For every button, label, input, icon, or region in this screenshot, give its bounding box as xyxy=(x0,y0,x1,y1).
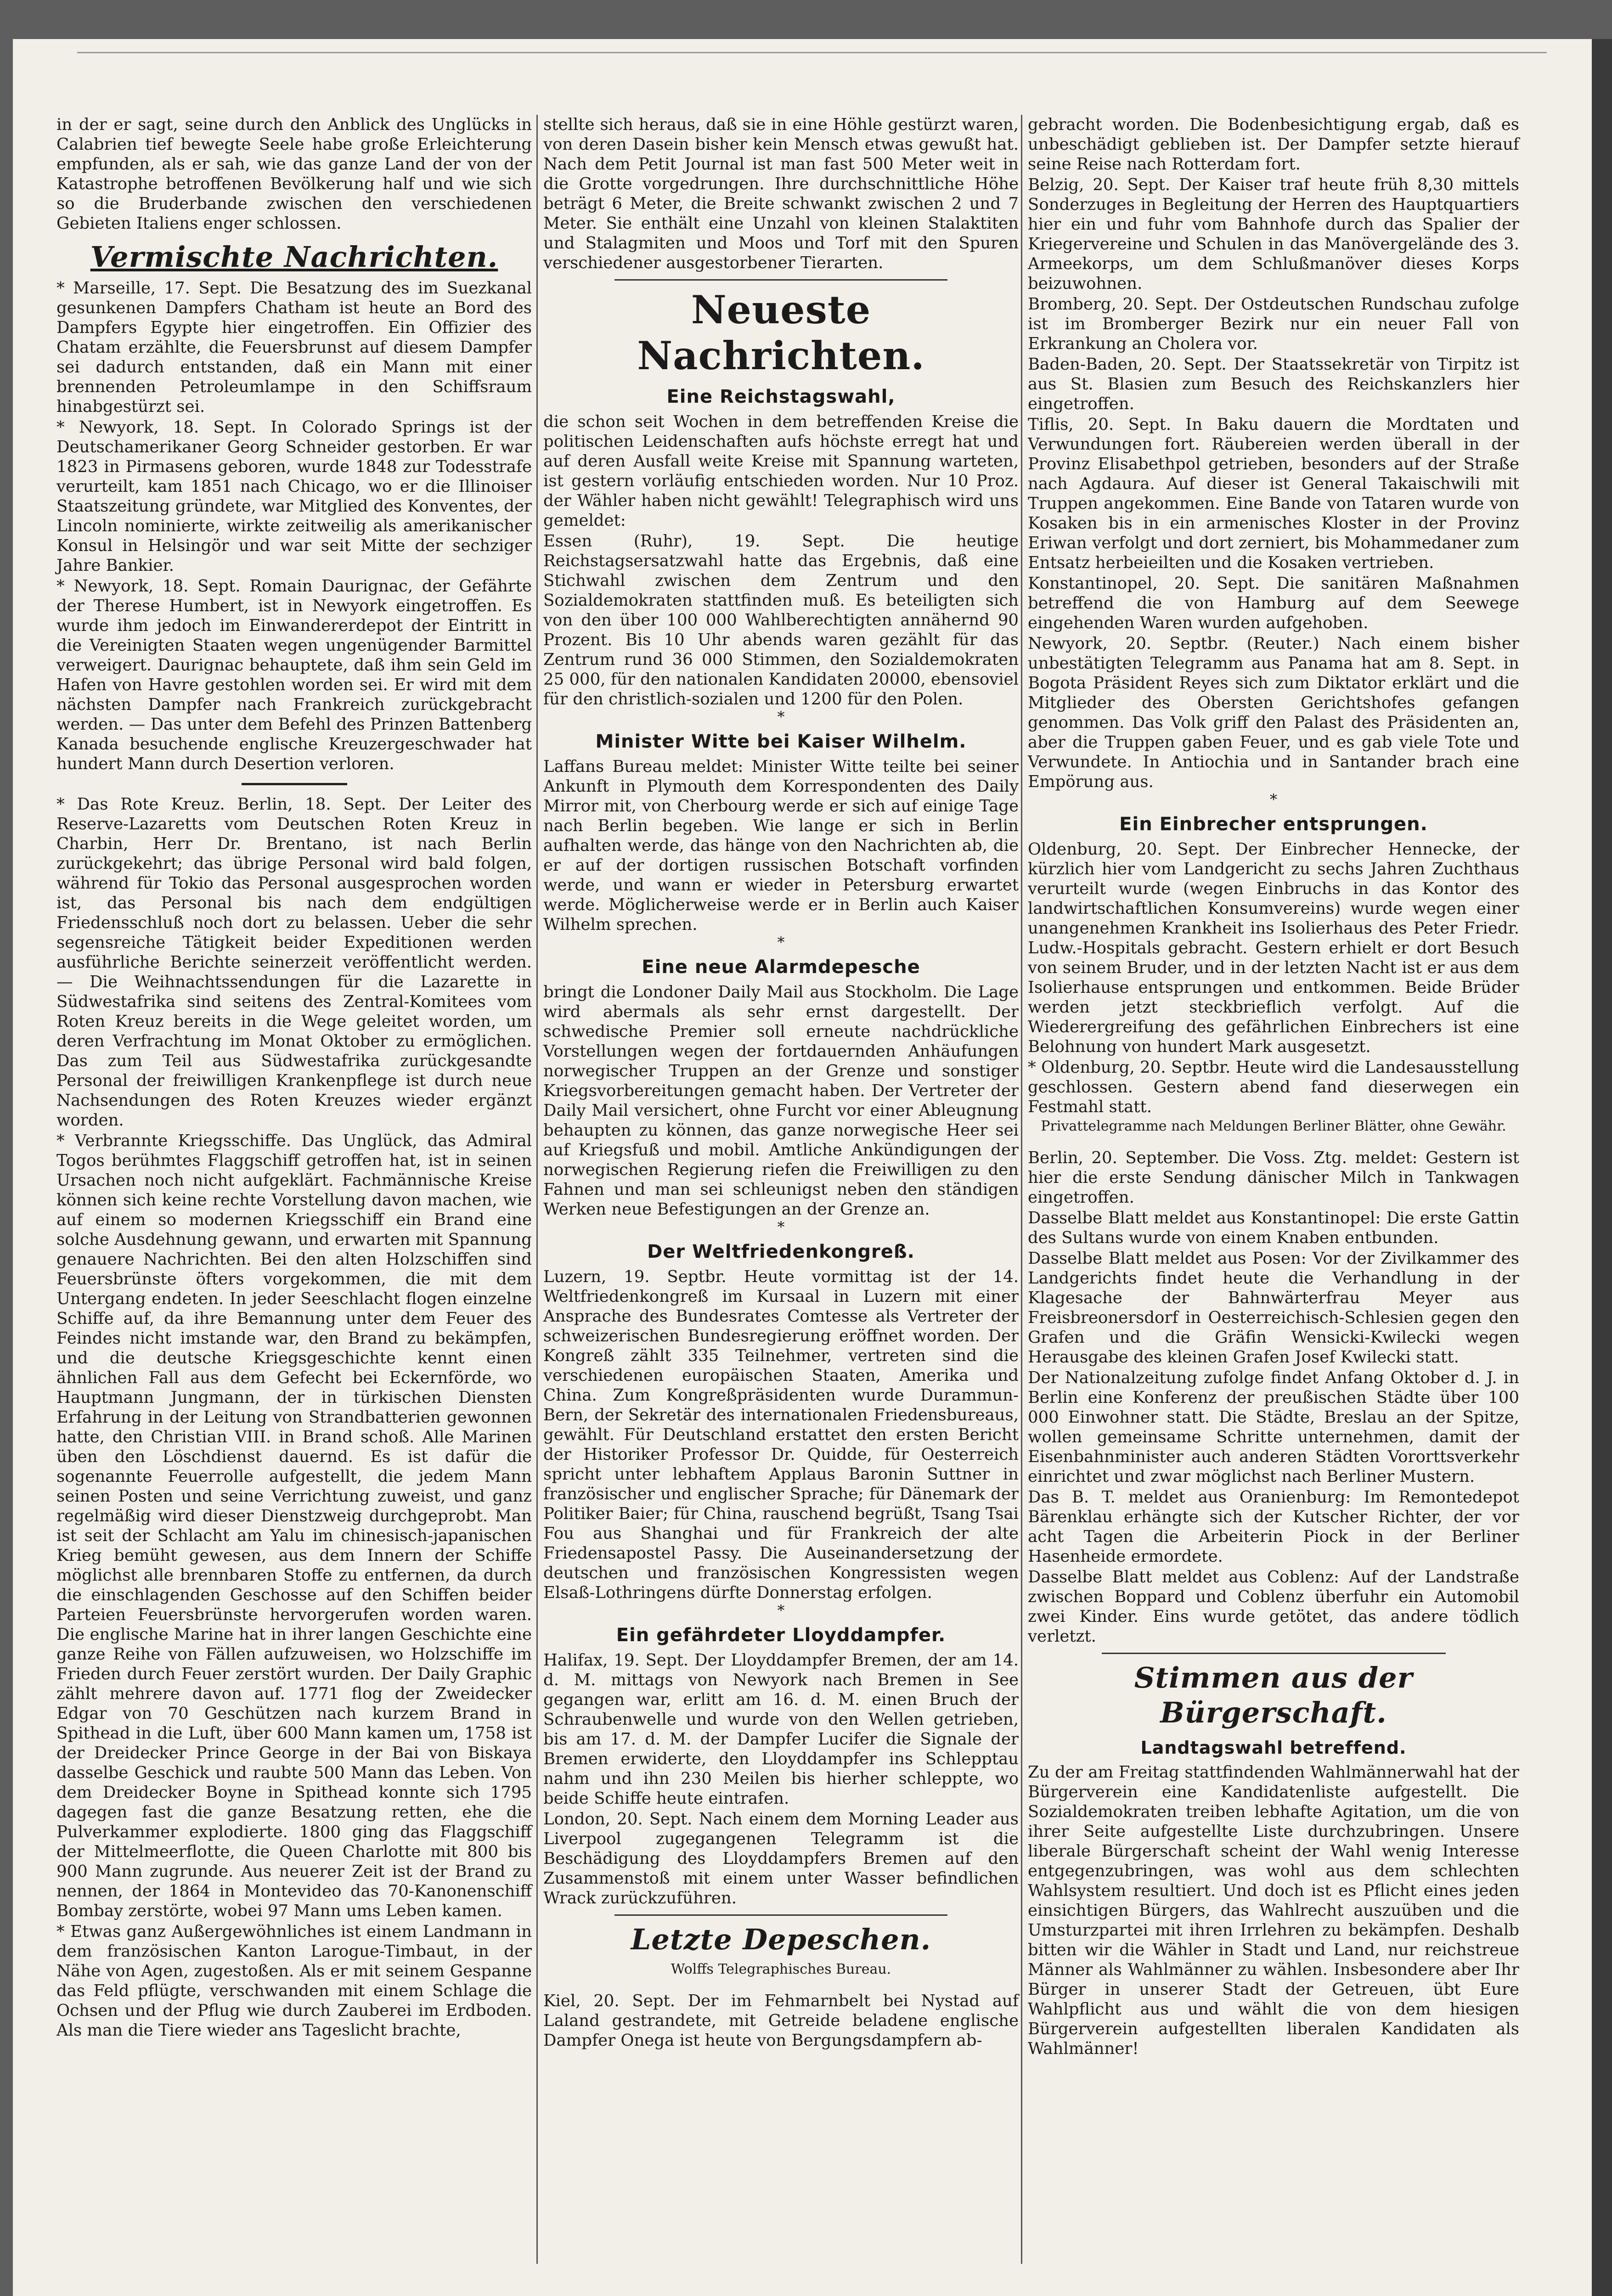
article-baden-baden: Baden-Baden, 20. Sept. Der Staatssekretär von Tirpitz ist aus St. Blasien zum Besuch des Reichskanzlers hier eingetroffen. xyxy=(1028,355,1519,413)
column-2 xyxy=(543,115,1019,2051)
column-3 xyxy=(1028,115,1519,2060)
article-oranienburg: Das B. T. meldet aus Oranienburg: Im Remontedepot Bärenklau erhängte sich der Kutscher Richter, der vor acht Tagen die Arbeiterin Piock in der Berliner Hasenheide ermordete. xyxy=(1028,1488,1519,1566)
headline-landtagswahl: Landtagswahl betreffend. xyxy=(1140,1738,1407,1758)
headline-witte: Minister Witte bei Kaiser Wilhelm. xyxy=(595,731,967,752)
column-rule-2 xyxy=(1021,115,1022,2264)
article-kiel: Kiel, 20. Sept. Der im Fehmarnbelt bei Nystad auf Laland gestrandete, mit Getreide beladene englische Dampfer Onega ist heute von Bergungsdampfern ab- xyxy=(543,1992,1019,2050)
section-heading-buergerschaft: Stimmen aus der Bürgerschaft. xyxy=(1134,1661,1413,1729)
separator-star: * xyxy=(1270,791,1277,808)
article-luzern: Luzern, 19. Septbr. Heute vormittag ist der 14. Weltfriedenkongreß im Kursaal in Luzern mit einer Ansprache des Bundesrates Comtesse als Vertreter der schweizerischen Bundesregierung eröffnet worden. Der Kongreß zählt 335 Teilnehmer, vertreten sind die verschiedenen europäischen Staaten, Amerika und China. Zum Kongreßpräsidenten wurde Durammun-Bern, der Sekretär des internationalen Friedensbureaus, gewählt. Für Deutschland erstattet den ersten Bericht der Historiker Professor Dr. Quidde, für Oesterreich spricht unter lebhaftem Applaus Baronin Suttner in französischer und englischer Sprache; für Dänemark der Politiker Baier; für China, rauschend begrüßt, Tsang Tsai Fou aus Shanghai und für Frankreich der alte Friedensapostel Passy. Die Auseinandersetzung der deutschen und französischen Kongressisten wegen Elsaß-Lothringens dürfte Donnerstag erfolgen. xyxy=(543,1267,1019,1602)
article-nationalzeitung: Der Nationalzeitung zufolge findet Anfang Oktober d. J. in Berlin eine Konferenz der preußischen Städte über 100 000 Einwohner statt. Die Städte, Breslau an der Spitze, wollen gemeinsame Schritte unternehmen, damit der Eisenbahnminister auch anderen Städten Vororttsverkehr einrichtet und zwar möglichst nach Berliner Mustern. xyxy=(1028,1368,1519,1486)
article-kriegsschiffe: * Verbrannte Kriegsschiffe. Das Unglück, das Admiral Togos berühmtes Flaggschiff getroffen hat, ist in seinen Ursachen noch nicht aufgeklärt. Fachmännische Kreise können sich keine rechte Vorstellung davon machen, wie auf einem so modernen Kriegsschiff ein Brand eine solche Ausdehnung gewann, und erwarten mit Spannung genauere Nachrichten. Bei den alten Holzschiffen sind Feuersbrünste öfters vorgekommen, die mit dem Untergang endeten. In jeder Seeschlacht flogen einzelne Schiffe auf, da ihre Bemannung unter dem Feuer des Feindes nicht imstande war, den Brand zu bekämpfen, und die deutsche Kriegsgeschichte kennt einen ähnlichen Fall aus dem Gefecht bei Eckernförde, wo Hauptmann Jungmann, der in türkischen Diensten Erfahrung in der Leitung von Strandbatterien gewonnen hatte, den Christian VIII. in Brand schoß. Alle Marinen üben den Löschdienst dauernd. Es ist dafür die sogenannte Feuerrolle aufgestellt, die jedem Mann seinen Posten und seine Verrichtung zuweist, und ganz regelmäßig wird dieser Dienstzweig durchgeprobt. Man ist seit der Schlacht am Yalu im chinesisch-japanischen Krieg bemüht gewesen, aus dem Innern der Schiffe möglichst alle brennbaren Stoffe zu entfernen, da durch die einschlagenden Geschosse auf den Schiffen beider Parteien Feuersbrünste hervorgerufen worden waren. Die englische Marine hat in ihrer langen Geschichte eine ganze Reihe von Fällen aufzuweisen, wo Holzschiffe im Frieden durch Feuer zerstört wurden. Der Daily Graphic zählt mehrere davon auf. 1771 flog der Zweidecker Edgar von 70 Geschützen nach kurzem Brand in Spithead in die Luft, über 600 Mann kamen um, 1758 ist der Dreidecker Prince George in der Bai von Biskaya dasselbe Geschick und raubte 500 Mann das Leben. Von dem Dreidecker Boyne in Spithead konnte sich 1795 dagegen fast die ganze Besatzung retten, ehe die Pulverkammer explodierte. 1800 ging das Flaggschiff der Mittelmeerflotte, die Queen Charlotte mit 800 bis 900 Mann zugrunde. Aus neuerer Zeit ist der Brand zu nennen, der 1864 in Montevideo das 70-Kanonenschiff Bombay zerstörte, wobei 97 Mann ums Leben kamen. xyxy=(56,1131,532,1920)
article-bromberg: Bromberg, 20. Sept. Der Ostdeutschen Rundschau zufolge ist im Bromberger Bezirk nur ein neuer Fall von Erkrankung an Cholera vor. xyxy=(1028,295,1519,353)
section-heading-neueste: Neueste Nachrichten. xyxy=(637,287,925,378)
article-witte: Laffans Bureau meldet: Minister Witte teilte bei seiner Ankunft in Plymouth dem Korrespondenten des Daily Mirror mit, von Cherbourg werde er sich auf einige Tage nach Berlin begeben. Wie lange er sich in Berlin aufhalten werde, das hänge von den Nachrichten ab, die er auf der dortigen russischen Botschaft vorfinden werde, und wann er wieder in Petersburg erwartet werde. Möglicherweise werde er in Berlin auch Kaiser Wilhelm sprechen. xyxy=(543,757,1019,934)
separator-star: * xyxy=(777,708,785,726)
article-essen: Essen (Ruhr), 19. Sept. Die heutige Reichstagsersatzwahl hatte das Ergebnis, daß eine Stichwahl zwischen dem Zentrum und den Sozialdemokraten stattfinden muß. Es beteiligten sich von den über 100 000 Wahlberechtigten annähernd 90 Prozent. Bis 10 Uhr abends waren gezählt für das Zentrum rund 36 000 Stimmen, den Sozialdemokraten 25 000, für den nationalen Kandidaten 20000, ebensoviel für den christlich-sozialen und 1200 für den Polen. xyxy=(543,532,1019,709)
article-coblenz: Dasselbe Blatt meldet aus Coblenz: Auf der Landstraße zwischen Boppard und Coblenz überfuhr ein Automobil zwei Kinder. Eins wurde getötet, das andere tödlich verletzt. xyxy=(1028,1568,1519,1646)
divider xyxy=(614,279,947,281)
section-heading-vermischte: Vermischte Nachrichten. xyxy=(90,240,498,274)
column-rule-1 xyxy=(536,115,538,2264)
article-oldenburg-1: Oldenburg, 20. Sept. Der Einbrecher Hennecke, der kürzlich hier vom Landgericht zu sechs Jahren Zuchthaus verurteilt wurde (wegen Einbruchs in das Kontor des landwirtschaftlichen Konsumvereins) wurde wegen einer unangenehmen Krankheit ins Isolierhaus des Peter Friedr. Ludw.-Hospitals gebracht. Gestern erhielt er dort Besuch von seinem Bruder, und in der letzten Nacht ist er aus dem Isolierhause entsprungen und entkommen. Beide Brüder werden jetzt steckbrieflich verfolgt. Auf die Wiederergreifung des gefährlichen Einbrechers ist eine Belohnung von hundert Mark ausgesetzt. xyxy=(1028,840,1519,1056)
article-london: London, 20. Sept. Nach einem dem Morning Leader aus Liverpool zugegangenen Telegramm ist die Beschädigung des Lloyddampfers Bremen auf den Zusammenstoß mit einem unter Wasser befindlichen Wrack zurückzuführen. xyxy=(543,1810,1019,1908)
article-tiflis: Tiflis, 20. Sept. In Baku dauern die Mordtaten und Verwundungen fort. Räubereien werden überall in der Provinz Elisabethpol getrieben, besonders auf der Straße nach Agdaura. Auf dieser ist General Takaischwili mit Truppen angekommen. Eine Bande von Tataren wurde von Kosaken bis in ein armenisches Kloster in der Provinz Eriwan verfolgt und dort zerniert, bis Mohammedaner zum Entsatz herbeieilten und die Kosaken vertrieben. xyxy=(1028,415,1519,572)
headline-lloyddampfer: Ein gefährdeter Lloyddampfer. xyxy=(616,1625,946,1646)
divider xyxy=(242,783,347,785)
separator-star: * xyxy=(777,1602,785,1619)
article-landtagswahl: Zu der am Freitag stattfindenden Wahlmännerwahl hat der Bürgerverein eine Kandidatenliste aufgestellt. Die Sozialdemokraten treiben lebhafte Agitation, um die von ihrer Seite aufgestellte Liste durchzubringen. Unsere liberale Bürgerschaft scheint der Wahl wenig Interesse entgegenzubringen, was wohl aus dem schlechten Wahlsystem resultiert. Und doch ist es Pflicht eines jeden einsichtigen Bürgers, das Wahlrecht auszuüben und die Umsturzpartei mit ihren Irrlehren zu bekämpfen. Deshalb bitten wir die Wähler in Stadt und Land, nur reichstreue Männer als Wahlmänner zu wählen. Insbesondere aber Ihr Bürger in unserer Stadt der Getreuen, übt Eure Wahlpflicht aus und wählt die von dem hiesigen Bürgerverein aufgestellten liberalen Kandidaten als Wahlmänner! xyxy=(1028,1763,1519,2058)
article-aussergewoehnlich: * Etwas ganz Außergewöhnliches ist einem Landmann in dem französischen Kanton Larogue-Timbaut, in der Nähe von Agen, zugestoßen. Als er mit seinem Gespanne das Feld pflügte, verschwanden mit einem Schlage die Ochsen und der Pflug wie durch Zauberei im Erdboden. Als man die Tiere wieder ans Tageslicht brachte, xyxy=(56,1922,532,2040)
divider xyxy=(1102,1653,1446,1654)
top-rule xyxy=(77,52,1547,53)
article-konstantinopel: Konstantinopel, 20. Sept. Die sanitären Maßnahmen betreffend die von Hamburg auf dem Seewege eingehenden Waren wurden aufgehoben. xyxy=(1028,574,1519,632)
source-line-privattelegramme: Privattelegramme nach Meldungen Berliner Blätter, ohne Gewähr. xyxy=(1041,1118,1506,1134)
separator-star: * xyxy=(777,1218,785,1236)
article-belzig: Belzig, 20. Sept. Der Kaiser traf heute früh 8,30 mittels Sonderzuges in Begleitung der Herren des Hauptquartiers hier ein und fuhr vom Bahnhofe durch das Spalier der Kriegervereine und Schulen in das Manövergelände des 3. Armeekorps, um dem Schlußmanöver dieses Korps beizuwohnen. xyxy=(1028,175,1519,293)
newspaper-page xyxy=(13,39,1592,2296)
article-sultan: Dasselbe Blatt meldet aus Konstantinopel: Die erste Gattin des Sultans wurde von einem Knaben entbunden. xyxy=(1028,1209,1519,1247)
article-newyork-1: * Newyork, 18. Sept. In Colorado Springs ist der Deutschamerikaner Georg Schneider gestorben. Er war 1823 in Pirmasens geboren, wurde 1848 zur Todesstrafe verurteilt, kam 1851 nach Chicago, wo er die Illinoiser Staatszeitung gründete, war Mitglied des Konventes, der Lincoln nominierte, wirkte zeitweilig als amerikanischer Konsul in Helsingör und war seit Mitte der sechziger Jahre Bankier. xyxy=(56,418,532,575)
source-line-wolff: Wolffs Telegraphisches Bureau. xyxy=(671,1961,891,1977)
article-reichstagswahl-intro: die schon seit Wochen in dem betreffenden Kreise die politischen Leidenschaften aufs höchste erregt hat und auf deren Ausfall weite Kreise mit Spannung warteten, ist gestern vorläufig entschieden worden. Nur 10 Proz. der Wähler haben nicht gewählt! Telegraphisch wird uns gemeldet: xyxy=(543,412,1019,530)
headline-alarmdepesche: Eine neue Alarmdepesche xyxy=(642,957,920,978)
article-rotes-kreuz: * Das Rote Kreuz. Berlin, 18. Sept. Der Leiter des Reserve-Lazaretts vom Deutschen Roten Kreuz in Charbin, Herr Dr. Brentano, ist nach Berlin zurückgekehrt; das übrige Personal wird bald folgen, während für Tokio das Personal ausgesprochen worden ist, das Personal bis nach dem endgültigen Friedensschluß noch dort zu belassen. Ueber die sehr segensreiche Tätigkeit beider Expeditionen werden ausführliche Berichte seinerzeit veröffentlicht werden. — Die Weihnachtssendungen für die Lazarette in Südwestafrika sind seitens des Zentral-Komitees vom Roten Kreuz bereits in die Wege geleitet worden, um deren Verfrachtung im Monat Oktober zu ermöglichen. Das zum Teil aus Südwestafrika zurückgesandte Personal der freiwilligen Krankenpflege ist durch neue Nachsendungen des Roten Kreuzes wieder ergänzt worden. xyxy=(56,795,532,1130)
headline-reichstagswahl: Eine Reichstagswahl, xyxy=(666,386,896,407)
article-newyork-2: * Newyork, 18. Sept. Romain Daurignac, der Gefährte der Therese Humbert, ist in Newyork eingetroffen. Es wurde ihm jedoch im Einwandererdepot der Eintritt in die Vereinigten Staaten wegen ungenügender Barmittel verweigert. Daurignac behauptete, daß ihm sein Geld im Hafen von Havre gestohlen worden sei. Er wird mit dem nächsten Dampfer nach Frankreich zurückgebracht werden. — Das unter dem Befehl des Prinzen Battenberg Kanada besuchende englische Kreuzergeschwader hat hundert Mann durch Desertion verloren. xyxy=(56,577,532,773)
article-continuation: in der er sagt, seine durch den Anblick des Unglücks in Calabrien tief bewegte Seele habe große Erleichterung empfunden, als er sah, wie das ganze Land der von der Katastrophe betroffenen Bevölkerung half und wie sich so die Bruderbande zwischen den verschiedenen Gebieten Italiens enger schlossen. xyxy=(56,115,532,233)
article-alarmdepesche: bringt die Londoner Daily Mail aus Stockholm. Die Lage wird abermals als sehr ernst dargestellt. Der schwedische Premier soll erneute nachdrückliche Vorstellungen wegen der fortdauernden Anhäufungen norwegischer Truppen an der Grenze und sonstiger Kriegsvorbereitungen gemacht haben. Der Vertreter der Daily Mail versichert, ohne Furcht vor einer Ableugnung behaupten zu können, das ganze norwegische Heer sei auf Kriegsfuß und mobil. Amtliche Ankündigungen der norwegischen Regierung riefen die Freiwilligen zu den Fahnen und man sei schleunigst neben den ständigen Werken neue Befestigungen an der Grenze an. xyxy=(543,983,1019,1219)
section-heading-depeschen: Letzte Depeschen. xyxy=(631,1923,931,1956)
article-continuation: stellte sich heraus, daß sie in eine Höhle gestürzt waren, von deren Dasein bisher kein Mensch etwas gewußt hat. Nach dem Petit Journal ist man fast 500 Meter weit in die Grotte vorgedrungen. Ihre durchschnittliche Höhe beträgt 6 Meter, die Breite schwankt zwischen 2 und 7 Meter. Sie enthält eine Unzahl von kleinen Stalaktiten und Stalagmiten und Moos und Torf mit den Spuren verschiedener ausgestorbener Tierarten. xyxy=(543,115,1019,272)
article-marseille: * Marseille, 17. Sept. Die Besatzung des im Suezkanal gesunkenen Dampfers Chatham ist heute an Bord des Dampfers Egypte hier eingetroffen. Ein Offizier des Chatam erzählte, die Feuersbrunst auf diesem Dampfer sei dadurch entstanden, daß ein Mann mit einer brennenden Petroleumlampe in den Schiffsraum hinabgestürzt sei. xyxy=(56,279,532,416)
article-berlin: Berlin, 20. September. Die Voss. Ztg. meldet: Gestern ist hier die erste Sendung dänischer Milch in Tankwagen eingetroffen. xyxy=(1028,1148,1519,1207)
column-1 xyxy=(56,115,532,2041)
article-oldenburg-2: * Oldenburg, 20. Septbr. Heute wird die Landesausstellung geschlossen. Gestern abend fand dieserwegen ein Festmahl statt. xyxy=(1028,1058,1519,1116)
headline-einbrecher: Ein Einbrecher entsprungen. xyxy=(1119,814,1428,835)
article-continuation: gebracht worden. Die Bodenbesichtigung ergab, daß es unbeschädigt geblieben ist. Der Dampfer setzte hierauf seine Reise nach Rotterdam fort. xyxy=(1028,115,1519,174)
headline-weltfrieden: Der Weltfriedenkongreß. xyxy=(647,1241,915,1262)
divider xyxy=(614,1914,947,1916)
page-edge xyxy=(1592,39,1612,2296)
article-halifax: Halifax, 19. Sept. Der Lloyddampfer Bremen, der am 14. d. M. mittags von Newyork nach Bremen in See gegangen war, erlitt am 16. d. M. einen Bruch der Schraubenwelle und wurde von den Wellen getrieben, bis am 17. d. M. der Dampfer Lucifer die Signale der Bremen erwiderte, den Lloyddampfer ins Schlepptau nahm und ihn 230 Meilen bis hierher schleppte, wo beide Schiffe heute eintrafen. xyxy=(543,1651,1019,1808)
separator-star: * xyxy=(777,934,785,951)
article-posen: Dasselbe Blatt meldet aus Posen: Vor der Zivilkammer des Landgerichts findet heute die Verhandlung in der Klagesache der Bahnwärterfrau Meyer aus Freisbreonersdorf in Oesterreichisch-Schlesien gegen den Grafen und die Gräfin Wensicki-Kwilecki wegen Herausgabe des kleinen Grafen Josef Kwilecki statt. xyxy=(1028,1249,1519,1367)
article-newyork-reuter: Newyork, 20. Septbr. (Reuter.) Nach einem bisher unbestätigten Telegramm aus Panama hat am 8. Sept. in Bogota Präsident Reyes sich zum Diktator erklärt und die Mitglieder des Obersten Gerichtshofes gefangen genommen. Das Volk griff den Palast des Präsidenten an, aber die Truppen gaben Feuer, und es gab viele Tote und Verwundete. In Antiochia und in Santander brach eine Empörung aus. xyxy=(1028,634,1519,791)
